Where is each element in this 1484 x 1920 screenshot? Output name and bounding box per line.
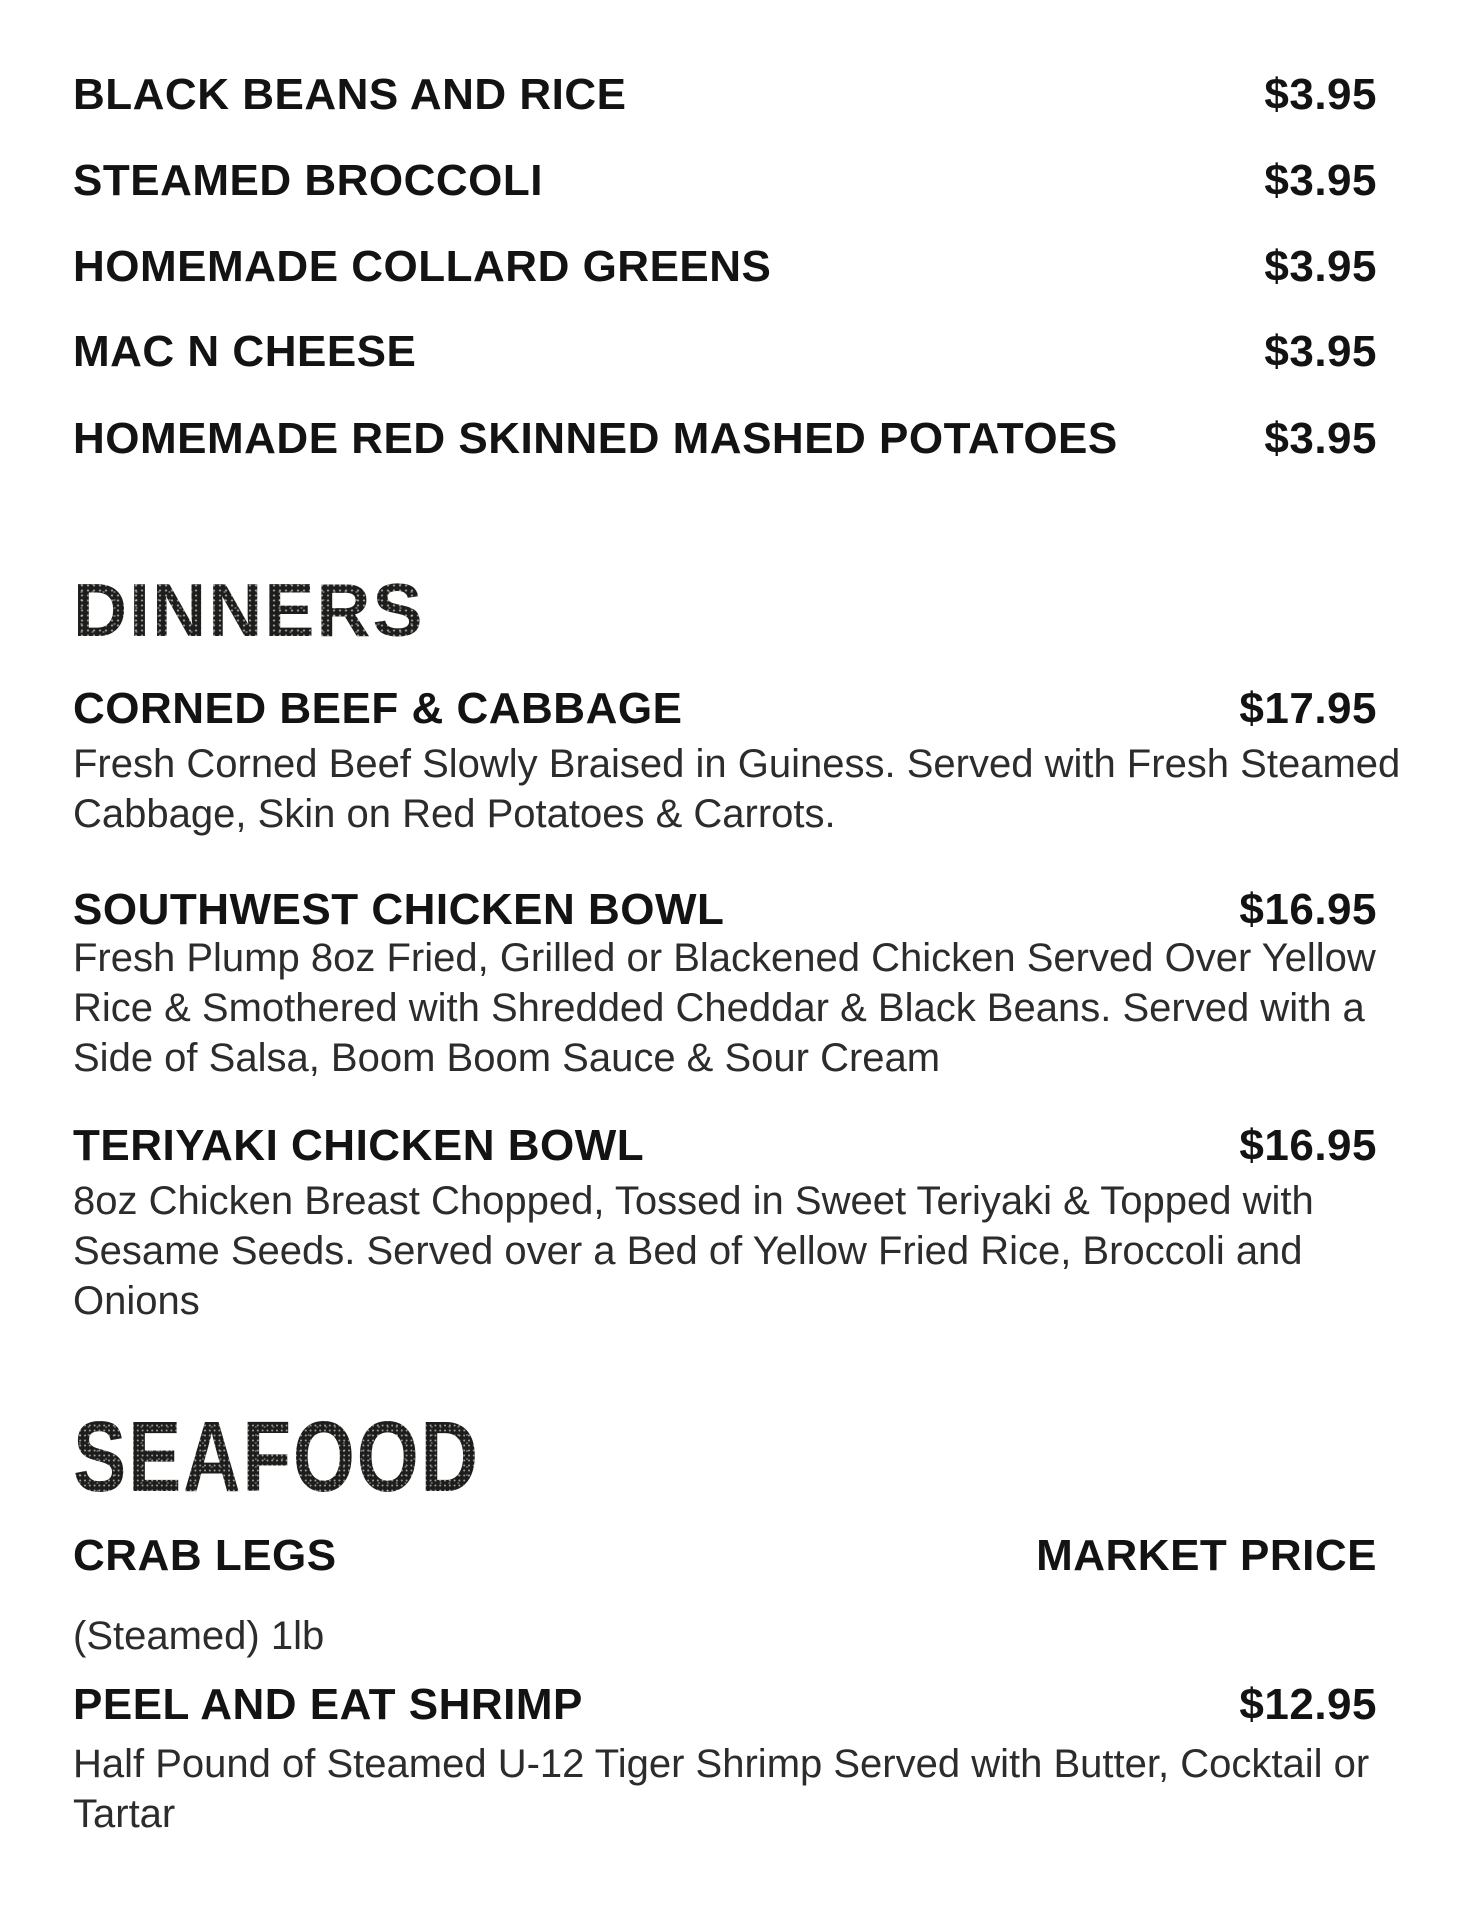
menu-item-row (73, 69, 1377, 121)
menu-item-name: SOUTHWEST CHICKEN BOWL (73, 885, 725, 934)
menu-item-name: HOMEMADE COLLARD GREENS (73, 242, 772, 291)
menu-item-row (73, 1530, 1377, 1582)
menu-item-price: $3.95 (1264, 414, 1377, 463)
description-line: Tartar (73, 1792, 176, 1836)
menu-item-price: $3.95 (1264, 327, 1377, 376)
menu-item-price: MARKET PRICE (1036, 1531, 1377, 1580)
menu-item-name: CRAB LEGS (73, 1531, 337, 1580)
description-line: Cabbage, Skin on Red Potatoes & Carrots. (73, 792, 836, 836)
menu-item-price: $3.95 (1264, 242, 1377, 291)
description-line: Side of Salsa, Boom Boom Sauce & Sour Cream (73, 1036, 941, 1080)
description-line: Half Pound of Steamed U-12 Tiger Shrimp Served with Butter, Cocktail or (73, 1742, 1370, 1786)
menu-item-row (73, 1679, 1377, 1731)
menu-item-row (73, 884, 1377, 936)
description-line: Rice & Smothered with Shredded Cheddar & Black Beans. Served with a (73, 986, 1365, 1030)
menu-item-row (73, 326, 1377, 378)
description-line: Fresh Corned Beef Slowly Braised in Guiness. Served with Fresh Steamed (73, 742, 1401, 786)
menu-item-description (73, 739, 1401, 839)
menu-item-description (73, 1611, 1377, 1661)
description-line: Onions (73, 1279, 200, 1323)
description-line: Fresh Plump 8oz Fried, Grilled or Blackened Chicken Served Over Yellow (73, 936, 1376, 980)
description-line: (Steamed) 1lb (73, 1614, 325, 1658)
menu-item-name: PEEL AND EAT SHRIMP (73, 1680, 583, 1729)
menu-item-description (73, 1176, 1377, 1326)
menu-item-name: CORNED BEEF & CABBAGE (73, 684, 683, 733)
menu-item-name: HOMEMADE RED SKINNED MASHED POTATOES (73, 414, 1118, 463)
section-heading-seafood: SEAFOOD (73, 1403, 1116, 1511)
menu-item-price: $3.95 (1264, 156, 1377, 205)
menu-item-name: TERIYAKI CHICKEN BOWL (73, 1121, 645, 1170)
menu-item-price: $16.95 (1239, 1121, 1377, 1170)
menu-item-row (73, 155, 1377, 207)
menu-item-row (73, 683, 1377, 735)
section-heading-dinners: DINNERS (73, 568, 1377, 652)
menu-item-price: $3.95 (1264, 70, 1377, 119)
menu-item-row (73, 241, 1377, 293)
menu-item-price: $17.95 (1239, 684, 1377, 733)
menu-item-description (73, 1739, 1377, 1839)
description-line: 8oz Chicken Breast Chopped, Tossed in Sweet Teriyaki & Topped with (73, 1179, 1314, 1223)
menu-item-description (73, 933, 1377, 1083)
menu-item-price: $12.95 (1239, 1680, 1377, 1729)
menu-item-name: BLACK BEANS AND RICE (73, 70, 627, 119)
menu-item-name: MAC N CHEESE (73, 327, 417, 376)
description-line: Sesame Seeds. Served over a Bed of Yellow Fried Rice, Broccoli and (73, 1229, 1303, 1273)
menu-item-row (73, 413, 1377, 465)
menu-item-price: $16.95 (1239, 885, 1377, 934)
menu-item-row (73, 1120, 1377, 1172)
menu-item-name: STEAMED BROCCOLI (73, 156, 543, 205)
